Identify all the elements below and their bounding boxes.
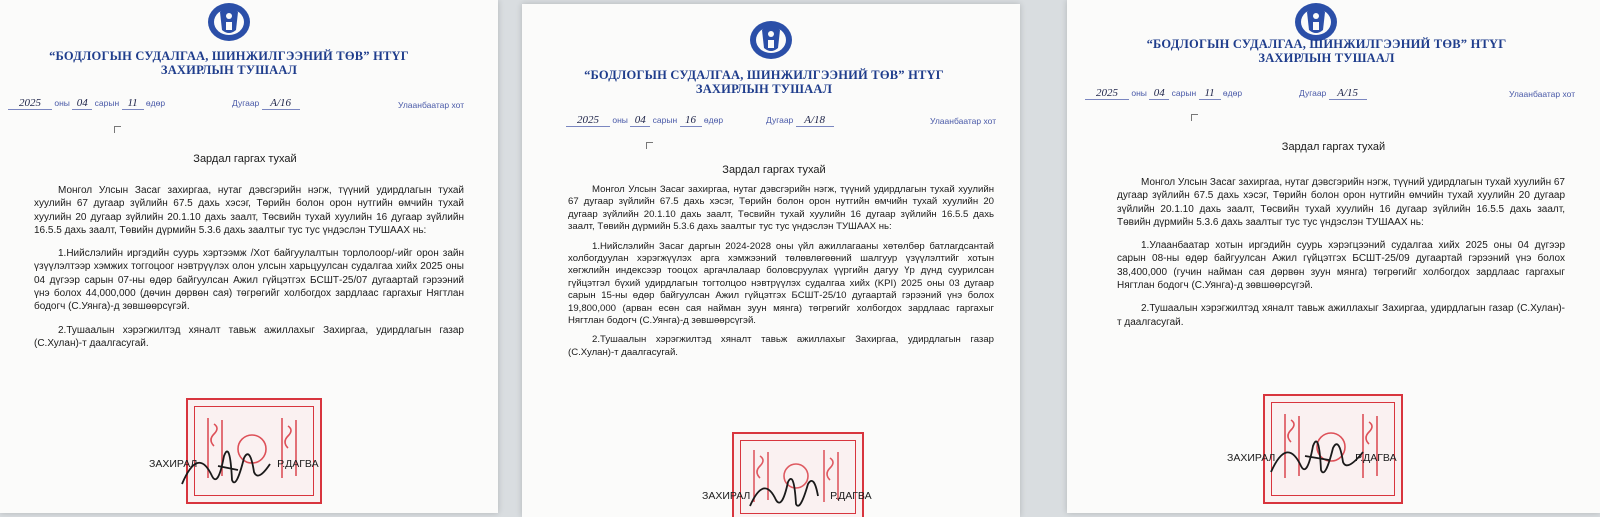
signature-scribble <box>178 436 288 496</box>
month-suffix: сарын <box>94 98 120 108</box>
date-month: 04 <box>1149 87 1169 100</box>
decree-document-a16 <box>0 0 498 513</box>
organization-name: “БОДЛОГЫН СУДАЛГАА, ШИНЖИЛГЭЭНИЙ ТӨВ” НТҮГ <box>1146 37 1507 51</box>
decree-body <box>34 184 464 360</box>
date-year: 2025 <box>566 114 610 127</box>
month-suffix: сарын <box>1171 88 1197 98</box>
signature-scribble <box>1267 426 1377 486</box>
date-day: 11 <box>122 97 144 110</box>
decree-document-a15 <box>1067 0 1600 513</box>
month-suffix: сарын <box>652 115 678 125</box>
date-month: 04 <box>72 97 92 110</box>
soyombo-emblem-icon <box>1293 0 1339 42</box>
item-2-text: 2.Тушаалын хэрэгжилтэд хяналт тавьж ажиллахыг Захиргаа, удирдлагын газар (С.Хулан)-т даалгасугай. <box>568 334 994 358</box>
decree-number: А/18 <box>796 114 834 127</box>
soyombo-emblem-icon <box>206 0 252 42</box>
number-label: Дугаар <box>1299 88 1327 98</box>
day-suffix: өдөр <box>145 98 166 108</box>
decree-body <box>1117 176 1565 339</box>
day-suffix: өдөр <box>703 115 724 125</box>
city: Улаанбаатар хот <box>398 100 465 110</box>
address-corner-mark <box>1191 114 1198 121</box>
city: Улаанбаатар хот <box>930 116 997 126</box>
signer-title: ЗАХИРАЛ <box>702 490 751 502</box>
date-line <box>1085 87 1242 100</box>
decree-title: ЗАХИРЛЫН ТУШААЛ <box>695 82 833 96</box>
date-line <box>566 114 723 127</box>
subject-title: Зардал гаргах тухай <box>193 153 297 165</box>
decree-body <box>568 184 994 366</box>
preamble-text: Монгол Улсын Засаг захиргаа, нутаг дэвсгэрийн нэгж, түүний удирдлагын тухай хуулийн 67 дугаар зүйлийн 67.5 дахь хэсэг, Төрийн болон орон нутгийн өмчийн тухай хуулийн 20 дугаар зүйлийн 20.1.10 дахь заалт, Төсвийн тухай хуулийн 16 дугаар зүйлийн 16.5.5 дахь заалт, Төвийн дүрмийн 5.3.6 дахь заалтыг тус тус үндэслэн ТУШААХ нь: <box>1117 177 1565 228</box>
organization-name: “БОДЛОГЫН СУДАЛГАА, ШИНЖИЛГЭЭНИЙ ТӨВ” НТҮГ <box>49 49 409 63</box>
number-line <box>232 97 300 110</box>
signer-name: Р.ДАГВА <box>830 490 872 502</box>
decree-number: А/16 <box>262 97 300 110</box>
item-1-text: 1.Нийслэлийн иргэдийн суурь хэртээмж /Хот байгуулалтын торлолоор/-ийг орон зайн үзүүлэлтээр хэмжих тоггоцоог нэвтрүүлэх олон улсын харьцуулсан судалгаа хийх 2025 оны 04 дүгээр сарын 07-ны өдөр байгуулсан Ажил гүйцэтгэх БСШТ-25/07 дугаартай гэрээний үнэ болох 44,000,000 (дөчин дөрвөн сая) төгрөгийг холбогдох зардлаас гаргахыг Нягтлан бодогч (С.Уянга)-д зөвшөөрсүгэй. <box>34 248 464 313</box>
decree-title: ЗАХИРЛЫН ТУШААЛ <box>160 63 298 77</box>
signer-name: Р.ДАГВА <box>1355 452 1397 464</box>
signer-title: ЗАХИРАЛ <box>1227 452 1276 464</box>
decree-document-a18 <box>522 4 1020 517</box>
day-suffix: өдөр <box>1222 88 1243 98</box>
item-1-text: 1.Улаанбаатар хотын иргэдийн суурь хэрэгцээний судалгаа хийх 2025 оны 04 дүгээр сарын 08-ны өдөр байгуулсан Ажил гүйцэтгэх БСШТ-25/09 дугаартай гэрээний үнэ болох 38,400,000 (гучин найман сая дөрвөн зуун мянга) төгрөгийг холбогдох зардлаас гаргахыг Нягтлан бодогч (С.Уянга)-д зөвшөөрсүгэй. <box>1117 240 1565 292</box>
date-year: 2025 <box>1085 87 1129 100</box>
decree-title: ЗАХИРЛЫН ТУШААЛ <box>1258 51 1395 65</box>
address-corner-mark <box>646 142 653 149</box>
year-suffix: оны <box>612 115 628 125</box>
number-label: Дугаар <box>232 98 260 108</box>
signer-title: ЗАХИРАЛ <box>149 458 198 470</box>
subject-title: Зардал гаргах тухай <box>1281 141 1386 153</box>
date-day: 11 <box>1199 87 1221 100</box>
soyombo-emblem-icon <box>748 18 794 60</box>
subject-title: Зардал гаргах тухай <box>722 164 826 176</box>
organization-name: “БОДЛОГЫН СУДАЛГАА, ШИНЖИЛГЭЭНИЙ ТӨВ” НТҮГ <box>584 68 944 82</box>
address-corner-mark <box>114 126 121 133</box>
date-day: 16 <box>680 114 702 127</box>
preamble-text: Монгол Улсын Засаг захиргаа, нутаг дэвсгэрийн нэгж, түүний удирдлагын тухай хуулийн 67 дугаар зүйлийн 67.5 дахь хэсэг, Төрийн болон орон нутгийн өмчийн тухай хуулийн 20 дугаар зүйлийн 20.1.10 дахь заалт, Төсвийн тухай хуулийн 16 дугаар зүйлийн 16.5.5 дахь заалт, Төвийн дүрмийн 5.3.6 дахь заалтыг тус тус үндэслэн ТУШААХ нь: <box>34 185 464 236</box>
date-month: 04 <box>630 114 650 127</box>
item-1-text: 1.Нийслэлийн Засаг даргын 2024-2028 оны үйл ажиллагааны хөтөлбөр батлагдсантай холбогдуулан хэрэгжүүлэх арга хэмжээний төлөвлөгөөний шалгуур үзүүлэлтийг хотын хөгжлийн индексээр тооцох аргачлалаар боловсруулах үүргийн дагуу Үр дүнд суурилсан гүйцэтгэл бүхий удирдлагын тогтолцоо нэвтрүүлэх судалгаа хийх (KPI) 2025 оны 03 дугаар сарын 15-ны өдөр байгуулсан Ажил гүйцэтгэх БСШТ-25/10 дугаартай гэрээний үнэ болох 19,800,000 (арван есөн сая найман зуун мянга) төгрөгийг холбогдох зардлаас гаргахыг Нягтлан бодогч (С.Уянга)-д зөвшөөрсүгэй. <box>568 240 994 327</box>
year-suffix: оны <box>1131 88 1147 98</box>
city: Улаанбаатар хот <box>1509 89 1576 99</box>
number-line <box>766 114 834 127</box>
date-line <box>8 97 165 110</box>
date-year: 2025 <box>8 97 52 110</box>
item-2-text: 2.Тушаалын хэрэгжилтэд хяналт тавьж ажиллахыг Захиргаа, удирдлагын газар (С.Хулан)-т даалгасугай. <box>34 324 464 349</box>
signer-name: Р.ДАГВА <box>277 458 319 470</box>
number-line <box>1299 87 1367 100</box>
decree-number: А/15 <box>1329 87 1367 100</box>
signature-scribble <box>746 466 846 516</box>
item-2-text: 2.Тушаалын хэрэгжилтэд хяналт тавьж ажиллахыг Захиргаа, удирдлагын газар (С.Хулан)-т даалгасугай. <box>1117 303 1565 328</box>
year-suffix: оны <box>54 98 70 108</box>
number-label: Дугаар <box>766 115 794 125</box>
preamble-text: Монгол Улсын Засаг захиргаа, нутаг дэвсгэрийн нэгж, түүний удирдлагын тухай хуулийн 67 дугаар зүйлийн 67.5 дахь хэсэг, Төрийн болон орон нутгийн өмчийн тухай хуулийн 20 дугаар зүйлийн 20.1.10 дахь заалт, Төсвийн тухай хуулийн 16 дугаар зүйлийн 16.5.5 дахь заалт, Төвийн дүрмийн 5.3.6 дахь заалтыг тус тус үндэслэн ТУШААХ нь: <box>568 184 994 233</box>
